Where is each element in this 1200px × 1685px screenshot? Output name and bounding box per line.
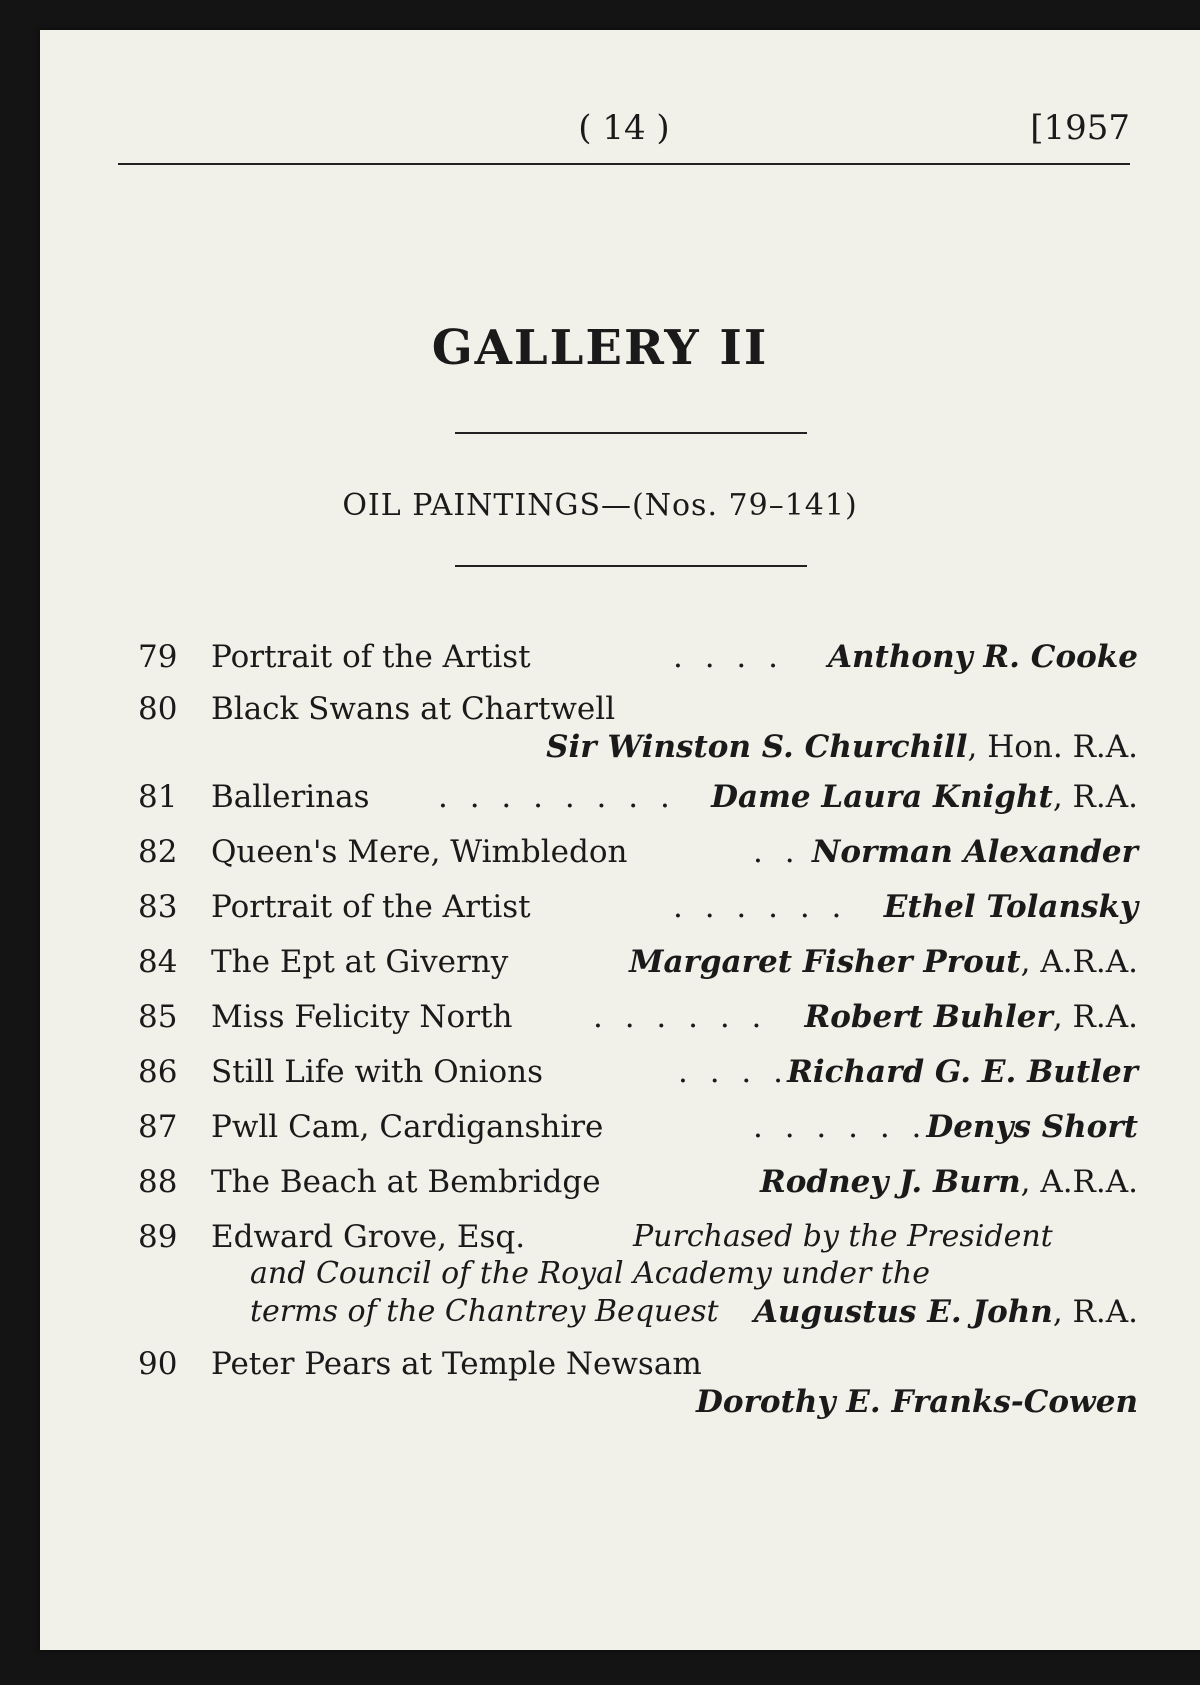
section-subtitle: OIL PAINTINGS—(Nos. 79–141) <box>342 488 858 523</box>
entry-artist: Anthony R. Cooke <box>827 639 1138 675</box>
entry-title: The Beach at Bembridge <box>211 1164 601 1200</box>
entry-title: Miss Felicity North <box>211 999 513 1035</box>
entry-title: Portrait of the Artist <box>211 889 531 925</box>
entry-number: 80 <box>138 691 178 727</box>
entry-number: 81 <box>138 779 178 815</box>
purchase-note-line-1: Purchased by the President <box>633 1219 1053 1254</box>
entry-number: 89 <box>138 1219 178 1255</box>
entry-number: 84 <box>138 944 178 980</box>
entry-number: 86 <box>138 1054 178 1090</box>
entry-title: Peter Pears at Temple Newsam <box>211 1346 702 1382</box>
entry-number: 82 <box>138 834 178 870</box>
entry-artist: Richard G. E. Butler <box>787 1054 1138 1090</box>
entry-title: Still Life with Onions <box>211 1054 544 1090</box>
entry-title: The Ept at Giverny <box>211 944 509 980</box>
entry-number: 90 <box>138 1346 178 1382</box>
entry-artist: Denys Short <box>926 1109 1138 1145</box>
entry-artist: Sir Winston S. Churchill, Hon. R.A. <box>546 729 1138 765</box>
entry-artist: Augustus E. John, R.A. <box>753 1294 1138 1330</box>
entry-artist: Dorothy E. Franks-Cowen <box>696 1384 1138 1420</box>
leader-dots: . . . . . . <box>753 1109 928 1145</box>
leader-dots: . . . . <box>673 639 784 675</box>
entry-artist: Margaret Fisher Prout, A.R.A. <box>629 944 1138 980</box>
page-year: [1957 <box>1030 108 1130 148</box>
purchase-note-line-2: and Council of the Royal Academy under the <box>250 1256 930 1291</box>
purchase-note-line-3: terms of the Chantrey Bequest <box>250 1294 719 1329</box>
leader-dots: . . <box>753 834 801 870</box>
entry-title: Pwll Cam, Cardiganshire <box>211 1109 604 1145</box>
entry-artist: Dame Laura Knight, R.A. <box>711 779 1138 815</box>
entry-artist: Robert Buhler, R.A. <box>804 999 1138 1035</box>
entry-title: Ballerinas <box>211 779 370 815</box>
entry-title: Black Swans at Chartwell <box>211 691 616 727</box>
entry-number: 83 <box>138 889 178 925</box>
entry-artist: Ethel Tolansky <box>883 889 1138 925</box>
gallery-title: GALLERY II <box>431 320 769 376</box>
entry-artist: Norman Alexander <box>812 834 1138 870</box>
page-number: ( 14 ) <box>578 108 670 148</box>
entry-title: Queen's Mere, Wimbledon <box>211 834 628 870</box>
entry-number: 87 <box>138 1109 178 1145</box>
entry-title: Portrait of the Artist <box>211 639 531 675</box>
leader-dots: . . . . <box>678 1054 789 1090</box>
entry-number: 85 <box>138 999 178 1035</box>
leader-dots: . . . . . . <box>593 999 768 1035</box>
entry-number: 79 <box>138 639 178 675</box>
leader-dots: . . . . . . . . <box>438 779 676 815</box>
entry-number: 88 <box>138 1164 178 1200</box>
entry-title: Edward Grove, Esq. <box>211 1219 526 1255</box>
entry-artist: Rodney J. Burn, A.R.A. <box>759 1164 1138 1200</box>
leader-dots: . . . . . . <box>673 889 848 925</box>
